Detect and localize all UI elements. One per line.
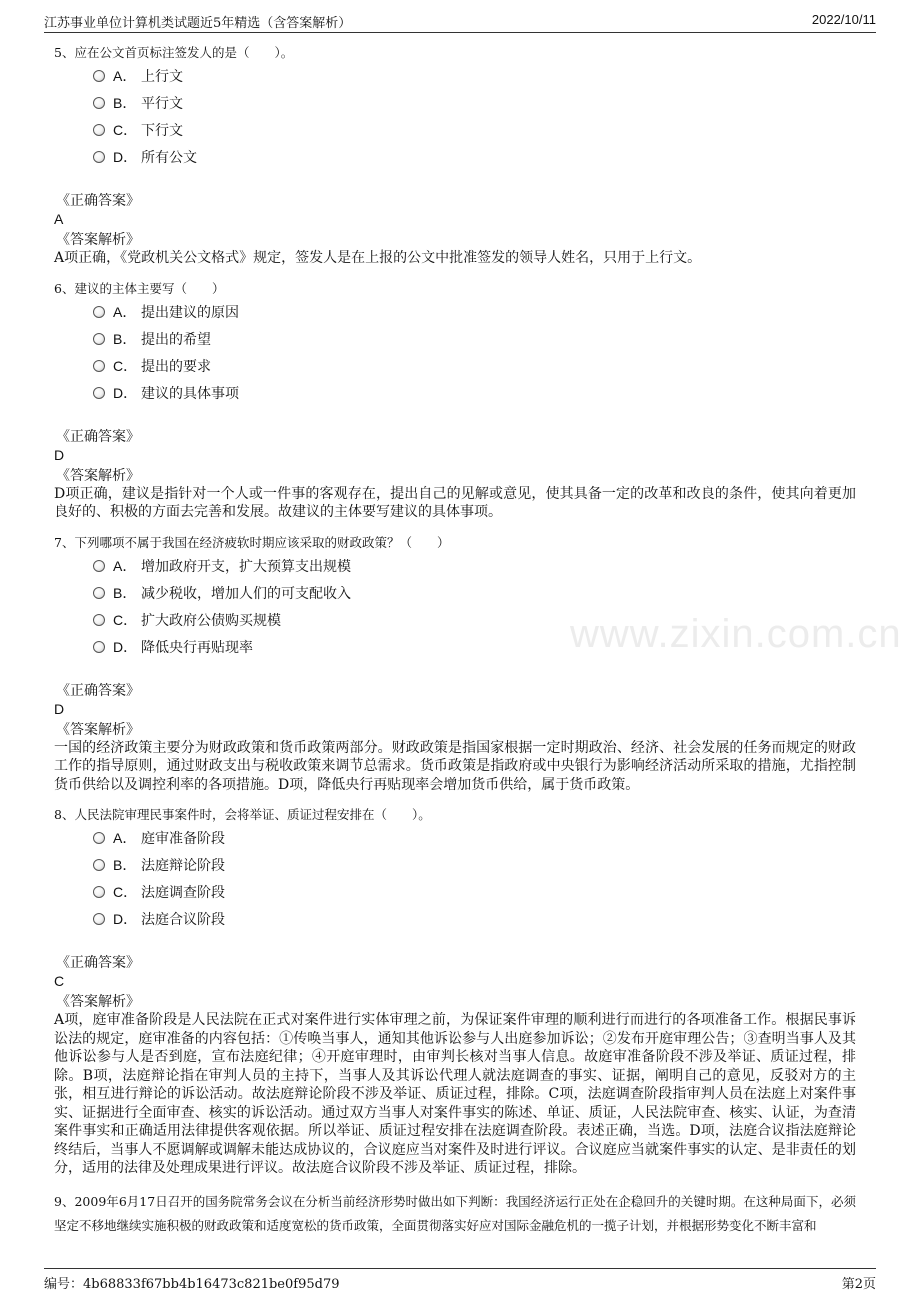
option-text: 降低央行再贴现率 [141, 639, 253, 656]
question-stem: 8、人民法院审理民事案件时，会将举证、质证过程安排在（ ）。 [54, 807, 431, 822]
radio-icon[interactable] [93, 387, 105, 399]
radio-icon[interactable] [93, 587, 105, 599]
option-letter: D． [113, 911, 138, 927]
option-a[interactable] [93, 828, 856, 855]
question-5 [56, 44, 856, 268]
option-list [93, 302, 856, 410]
option-text: 提出建议的原因 [141, 304, 239, 321]
option-text: 减少税收，增加人们的可支配收入 [141, 585, 351, 602]
answer-explanation: A项，庭审准备阶段是人民法院在正式对案件进行实体审理之前，为保证案件审理的顺利进行而进行的各项准备工作。根据民事诉讼法的规定，庭审准备的内容包括：①传唤当事人，通知其他诉讼参与人出庭参加诉讼；②发布开庭审理公告；③查明当事人及其他诉讼参与人是否到庭，宣布法庭纪律；④开庭审理时，由审判长核对当事人信息。故庭审准备阶段不涉及举证、质证过程，排除。B项，法庭辩论指在审判人员的主持下，当事人及其诉讼代理人就法庭调查的事实、证据，阐明自己的意见，反驳对方的主张，相互进行辩论的诉讼活动。故法庭辩论阶段不涉及举证、质证过程，排除。C项，法庭调查阶段指审判人员在法庭上对案件事实、证据进行全面审查、核实的诉讼活动。通过双方当事人对案件事实的陈述、单证、质证，人民法院审查、核实、认证，为查清案件事实和正确适用法律提供客观依据。所以举证、质证过程安排在法庭调查阶段。表述正确，当选。D项，法庭合议指法庭辩论终结后，当事人不愿调解或调解未能达成协议的，合议庭应当对案件及时进行评议。合议庭应当就案件事实的认定、是非责任的划分，适用的法律及处理成果进行评议。故法庭合议阶段不涉及举证、质证过程，排除。 [54, 1012, 856, 1176]
document-title: 江苏事业单位计算机类试题近5年精选（含答案解析） [44, 16, 352, 31]
option-letter: B． [113, 330, 137, 347]
question-stem: 9、2009年6月17日召开的国务院常务会议在分析当前经济形势时做出如下判断：我国经济运行正处在企稳回升的关键时期。在这种局面下，必须坚定不移地继续实施积极的财政政策和适度宽松的货币政策，全面贯彻落实好应对国际金融危机的一揽子计划，并根据形势变化不断丰富和 [54, 1193, 856, 1233]
option-c[interactable] [93, 882, 856, 909]
analysis-label: 《答案解析》 [56, 232, 140, 248]
question-6 [56, 280, 856, 522]
option-d[interactable] [93, 383, 856, 410]
option-text: 法庭调查阶段 [141, 885, 225, 901]
radio-icon[interactable] [93, 124, 105, 136]
option-letter: D． [113, 638, 138, 655]
option-b[interactable] [93, 93, 856, 120]
question-stem: 5、应在公文首页标注签发人的是（ ）。 [54, 45, 294, 60]
option-text: 法庭合议阶段 [141, 912, 225, 928]
option-d[interactable] [93, 909, 856, 936]
option-letter: D． [113, 149, 138, 165]
option-list [93, 66, 856, 174]
option-a[interactable] [93, 66, 856, 93]
radio-icon[interactable] [93, 70, 105, 82]
correct-answer-label: 《正确答案》 [56, 193, 140, 209]
radio-icon[interactable] [93, 151, 105, 163]
radio-icon[interactable] [93, 614, 105, 626]
analysis-label: 《答案解析》 [56, 721, 140, 738]
document-date: 2022/10/11 [811, 12, 876, 27]
page-number: 第2页 [841, 1277, 876, 1292]
radio-icon[interactable] [93, 641, 105, 653]
option-b[interactable] [93, 855, 856, 882]
question-7 [56, 534, 856, 795]
question-list [56, 44, 856, 1238]
option-letter: C． [113, 884, 138, 900]
option-a[interactable] [93, 556, 856, 583]
radio-icon[interactable] [93, 859, 105, 871]
watermark: www.zixin.com.cn [570, 612, 902, 656]
option-text: 提出的希望 [141, 331, 211, 348]
correct-answer-label: 《正确答案》 [56, 428, 140, 445]
analysis-label: 《答案解析》 [56, 994, 140, 1010]
option-text: 法庭辩论阶段 [141, 858, 225, 874]
correct-answer-label: 《正确答案》 [56, 682, 140, 699]
question-8 [56, 806, 856, 1178]
radio-icon[interactable] [93, 913, 105, 925]
page-footer [44, 1268, 876, 1293]
correct-answer: C [54, 973, 65, 989]
option-letter: A． [113, 557, 137, 574]
option-b[interactable] [93, 329, 856, 356]
question-stem: 6、建议的主体主要写（ ） [54, 280, 225, 296]
option-text: 建议的具体事项 [141, 385, 239, 402]
option-text: 增加政府开支，扩大预算支出规模 [141, 558, 351, 575]
option-d[interactable] [93, 147, 856, 174]
radio-icon[interactable] [93, 886, 105, 898]
radio-icon[interactable] [93, 560, 105, 572]
option-letter: A． [113, 830, 137, 846]
option-text: 所有公文 [141, 150, 197, 166]
radio-icon[interactable] [93, 360, 105, 372]
option-list [93, 828, 856, 936]
option-b[interactable] [93, 583, 856, 610]
option-letter: A． [113, 303, 137, 320]
answer-explanation: 一国的经济政策主要分为财政政策和货币政策两部分。财政政策是指国家根据一定时期政治、经济、社会发展的任务而规定的财政工作的指导原则，通过财政支出与税收政策来调节总需求。货币政策是指政府或中央银行为影响经济活动所采取的措施，尤指控制货币供给以及调控利率的各项措施。D项，降低央行再贴现率会增加货币供给，属于货币政策。 [54, 739, 856, 793]
option-letter: A． [113, 68, 137, 84]
option-text: 平行文 [141, 96, 183, 112]
option-letter: B． [113, 95, 137, 111]
option-letter: B． [113, 857, 137, 873]
option-letter: B． [113, 584, 137, 601]
option-letter: D． [113, 384, 138, 401]
correct-answer: D [54, 700, 65, 717]
option-text: 庭审准备阶段 [141, 831, 225, 847]
option-d[interactable] [93, 637, 856, 664]
option-list [93, 556, 856, 664]
correct-answer-label: 《正确答案》 [56, 955, 140, 971]
option-text: 扩大政府公债购买规模 [141, 612, 281, 629]
correct-answer: D [54, 446, 65, 463]
option-letter: C． [113, 611, 138, 628]
page-header [44, 10, 876, 33]
option-text: 提出的要求 [141, 358, 211, 375]
document-code: 编号：4b68833f67bb4b16473c821be0f95d79 [44, 1277, 340, 1292]
option-letter: C． [113, 357, 138, 374]
radio-icon[interactable] [93, 306, 105, 318]
question-stem: 7、下列哪项不属于我国在经济疲软时期应该采取的财政政策？（ ） [54, 534, 450, 550]
option-text: 上行文 [141, 69, 183, 85]
option-c[interactable] [93, 120, 856, 147]
option-a[interactable] [93, 302, 856, 329]
radio-icon[interactable] [93, 832, 105, 844]
radio-icon[interactable] [93, 97, 105, 109]
answer-explanation: D项正确，建议是指针对一个人或一件事的客观存在，提出自己的见解或意见，使其具备一定的改革和改良的条件，使其向着更加良好的、积极的方面去完善和发展。故建议的主体要写建议的具体事项。 [54, 485, 856, 520]
option-c[interactable] [93, 610, 856, 637]
radio-icon[interactable] [93, 333, 105, 345]
correct-answer: A [54, 211, 64, 227]
option-text: 下行文 [141, 123, 183, 139]
answer-explanation: A项正确，《党政机关公文格式》规定，签发人是在上报的公文中批准签发的领导人姓名，只用于上行文。 [54, 250, 702, 266]
analysis-label: 《答案解析》 [56, 467, 140, 484]
option-c[interactable] [93, 356, 856, 383]
option-letter: C． [113, 122, 138, 138]
question-9 [56, 1190, 856, 1238]
